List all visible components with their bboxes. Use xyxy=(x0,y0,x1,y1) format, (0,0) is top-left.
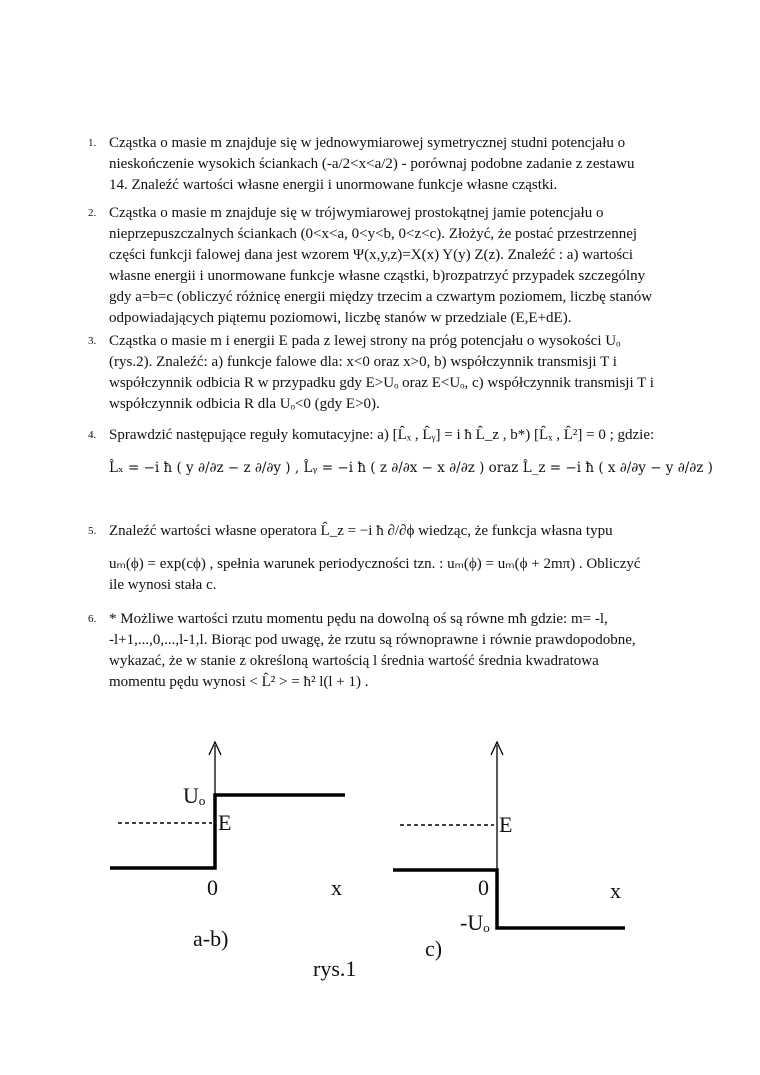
problem-line: uₘ(ϕ) = exp(cϕ) , spełnia warunek periodyczności tzn. : uₘ(ϕ) = uₘ(ϕ + 2mπ) . Obliczyć xyxy=(109,556,641,572)
problem-line: wykazać, że w stanie z określoną wartością l średnia wartość średnia kwadratowa xyxy=(109,653,599,669)
problem-number: 2. xyxy=(88,207,97,219)
x-axis-label: x xyxy=(610,878,621,903)
potential-step-line xyxy=(393,870,625,928)
problem-line: Sprawdzić następujące reguły komutacyjne: a) [L̂ₓ , L̂ᵧ] = i ħ L̂_z , b*) [L̂ₓ , L̂²] = 0 ; gdzie: xyxy=(109,427,655,443)
problem-line: nieprzepuszczalnych ściankach (0<x<a, 0<y<b, 0<z<c). Złożyć, że postać przestrzennej xyxy=(109,226,638,242)
problem-number: 5. xyxy=(88,525,97,537)
problem-number: 4. xyxy=(88,429,97,441)
problem-number: 3. xyxy=(88,335,97,347)
energy-label: E xyxy=(499,812,513,837)
problem-line: gdy a=b=c (obliczyć różnicę energii między trzecim a czwartym poziomem, liczbę stanów xyxy=(109,289,653,305)
caption-a-b: a-b) xyxy=(193,926,229,951)
operator-formula: L̂ₓ = −i ħ ( y ∂/∂z − z ∂/∂y ) , L̂ᵧ = −i ħ ( z ∂/∂x − x ∂/∂z ) oraz L̂_z = −i ħ ( x ∂/∂y − y ∂/∂z ) xyxy=(109,460,713,476)
caption-c: c) xyxy=(425,936,443,961)
problem-line: współczynnik odbicia R w przypadku gdy E>Uₒ oraz E<Uₒ, c) współczynnik transmisji T i xyxy=(109,375,654,391)
u0-label: Uₒ xyxy=(183,783,206,808)
figure-title: rys.1 xyxy=(313,956,357,981)
problem-line: odpowiadających piątemu poziomowi, liczbę stanów w przedziale (E,E+dE). xyxy=(109,310,572,326)
problem-line: części funkcji falowej dana jest wzorem Ψ(x,y,z)=X(x) Y(y) Z(z). Znaleźć : a) wartości xyxy=(109,247,634,263)
problem-line: własne energii i unormowane funkcje własne cząstki, b)rozpatrzyć przypadek szczególny xyxy=(109,268,646,284)
problem-line: * Możliwe wartości rzutu momentu pędu na dowolną oś są równe mħ gdzie: m= -l, xyxy=(109,611,608,627)
x-axis-label: x xyxy=(331,875,342,900)
problem-number: 1. xyxy=(88,137,97,149)
problem-line: współczynnik odbicia R dla Uₒ<0 (gdy E>0). xyxy=(109,396,380,412)
problem-line: momentu pędu wynosi < L̂² > = ħ² l(l + 1) . xyxy=(109,674,369,690)
problem-number: 6. xyxy=(88,613,97,625)
problem-line: (rys.2). Znaleźć: a) funkcje falowe dla: x<0 oraz x>0, b) współczynnik transmisji T i xyxy=(109,354,617,370)
problem-line: nieskończenie wysokich ściankach (-a/2<x<a/2) - porównaj podobne zadanie z zestawu xyxy=(109,156,635,172)
origin-label: 0 xyxy=(207,875,218,900)
problem-line: Znaleźć wartości własne operatora L̂_z = −i ħ ∂/∂ϕ wiedząc, że funkcja własna typu xyxy=(109,523,613,539)
problem-line: Cząstka o masie m znajduje się w jednowymiarowej symetrycznej studni potencjału o xyxy=(109,135,626,151)
problem-line: 14. Znaleźć wartości własne energii i unormowane funkcje własne cząstki. xyxy=(109,177,558,193)
problem-line: -l+1,...,0,...,l-1,l. Biorąc pod uwagę, że rzutu są równoprawne i równie prawdopodobne, xyxy=(109,632,636,648)
graph-a-b xyxy=(110,742,345,868)
energy-label: E xyxy=(218,810,232,835)
minus-u0-label: -Uₒ xyxy=(460,910,490,935)
problem-line: Cząstka o masie m znajduje się w trójwymiarowej prostokątnej jamie potencjału o xyxy=(109,205,604,221)
origin-label: 0 xyxy=(478,875,489,900)
problem-line: Cząstka o masie m i energii E pada z lewej strony na próg potencjału o wysokości Uₒ xyxy=(109,333,621,349)
problem-line: ile wynosi stała c. xyxy=(109,577,217,593)
